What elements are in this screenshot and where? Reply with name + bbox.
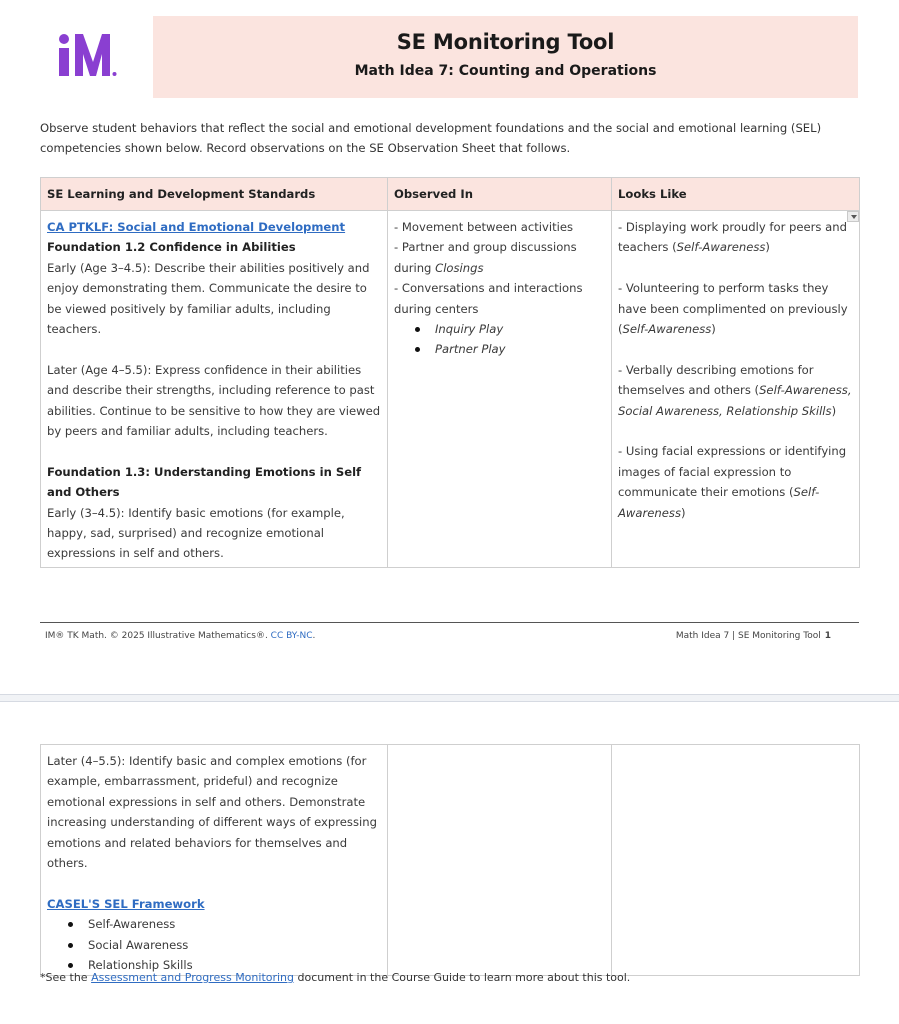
observed-item: - Movement between activities <box>394 220 574 234</box>
looks-like-cell <box>612 211 860 568</box>
close-paren: ) <box>831 403 837 418</box>
footer-divider <box>40 622 859 623</box>
standards-cell <box>41 211 388 568</box>
observed-item-italic: Closings <box>435 260 484 275</box>
observed-item <box>394 237 605 278</box>
license-link[interactable]: CC BY-NC <box>270 631 313 641</box>
looks-like-text: - Volunteering to perform tasks they have been complimented on previously ( <box>618 281 848 337</box>
header-band <box>153 16 858 98</box>
foundation-1-2-later: Later (Age 4–5.5): Express confidence in their abilities and describe their strengths, including reference to past abilities. Continue to be sensitive to how they are viewed by peers and familiar adults, including teachers. <box>47 362 381 439</box>
page-number: 1 <box>824 631 831 641</box>
foundation-1-2-title: Foundation 1.2 Confidence in Abilities <box>47 240 296 255</box>
footnote <box>40 971 630 984</box>
copyright-text: IM® TK Math. © 2025 Illustrative Mathematics®. <box>45 631 271 641</box>
foundation-1-3-title-line2: and Others <box>47 485 120 500</box>
close-paren: ) <box>765 240 770 255</box>
column-header-observed-in: Observed In <box>388 178 612 211</box>
footer-page-info <box>676 631 831 641</box>
assessment-link[interactable]: Assessment and Progress Monitoring <box>91 971 295 984</box>
foundation-1-3-later: Later (4–5.5): Identify basic and complex emotions (for example, embarrassment, prideful) and recognize emotional expressions in self and others. Demonstrate increasing understanding of different ways of expressing emotions and related behaviors for themselves and others. <box>47 754 377 871</box>
looks-like-tag: Self-Awareness <box>622 322 712 337</box>
looks-like-item <box>618 278 853 339</box>
observed-in-cell <box>388 211 612 568</box>
close-paren: ) <box>680 505 686 520</box>
se-standards-table <box>40 177 860 568</box>
document-title: SE Monitoring Tool <box>396 30 615 54</box>
observed-item: - Conversations and interactions during centers <box>394 281 583 316</box>
im-logo <box>56 32 118 78</box>
ca-ptklf-link[interactable]: CA PTKLF: Social and Emotional Development <box>47 220 346 234</box>
observed-in-cell <box>388 745 612 976</box>
page-break <box>0 694 899 702</box>
foundation-1-3-title-line1: Foundation 1.3: Understanding Emotions in Self <box>47 464 362 479</box>
looks-like-item <box>618 360 853 421</box>
looks-like-text: - Using facial expressions or identifying images of facial expression to communicate their emotions ( <box>618 444 847 500</box>
foundation-1-3-early: Early (3–4.5): Identify basic emotions (for example, happy, sad, surprised) and recognize emotional expressions in self and others. <box>47 505 345 561</box>
column-header-looks-like: Looks Like <box>612 178 860 211</box>
period: . <box>312 631 316 641</box>
document-subtitle: Math Idea 7: Counting and Operations <box>354 63 657 79</box>
note-prefix: *See the <box>40 971 92 984</box>
looks-like-text: - Verbally describing emotions for themselves and others ( <box>618 362 814 398</box>
centers-list <box>394 319 605 360</box>
note-suffix: document in the Course Guide to learn more about this tool. <box>294 971 631 984</box>
intro-paragraph: Observe student behaviors that reflect the social and emotional development foundations and the social and emotional learning (SEL) competencies shown below. Record observations on the SE Observation Sheet that follows. <box>40 121 822 155</box>
looks-like-item <box>618 441 853 523</box>
looks-like-tag: Self-Awareness <box>676 240 766 255</box>
looks-like-tag: Self-Awareness <box>618 485 820 520</box>
looks-like-cell <box>612 745 860 976</box>
foundation-1-2-early: Early (Age 3–4.5): Describe their abilities positively and enjoy demonstrating them. Communicate the desire to be viewed positively by familiar adults, including teachers. <box>47 260 370 337</box>
table-header-row <box>41 178 860 211</box>
looks-like-text: - Displaying work proudly for peers and teachers ( <box>618 220 847 255</box>
close-paren: ) <box>711 322 716 337</box>
casel-list <box>47 914 381 975</box>
se-standards-table-continued <box>40 744 860 976</box>
standards-cell <box>41 745 388 976</box>
table-row <box>41 745 860 976</box>
looks-like-tag: Self-Awareness, Social Awareness, Relationship Skills <box>618 383 852 418</box>
page-2 <box>0 702 899 1024</box>
list-item: Inquiry Play <box>415 319 605 339</box>
page-label: Math Idea 7 | SE Monitoring Tool <box>675 631 821 641</box>
observed-item-text: - Partner and group discussions during <box>394 240 577 275</box>
list-item: Relationship Skills <box>68 955 381 975</box>
casel-framework-link[interactable]: CASEL'S SEL Framework <box>47 896 205 911</box>
table-row <box>41 211 860 568</box>
list-item: Self-Awareness <box>68 914 381 934</box>
footer-copyright <box>45 631 315 641</box>
list-item: Partner Play <box>415 339 605 359</box>
column-header-standards: SE Learning and Development Standards <box>41 178 388 211</box>
looks-like-item <box>618 217 853 258</box>
list-item: Social Awareness <box>68 935 381 955</box>
foundation-1-3-title <box>47 462 381 503</box>
dropdown-arrow-icon[interactable] <box>847 211 859 222</box>
